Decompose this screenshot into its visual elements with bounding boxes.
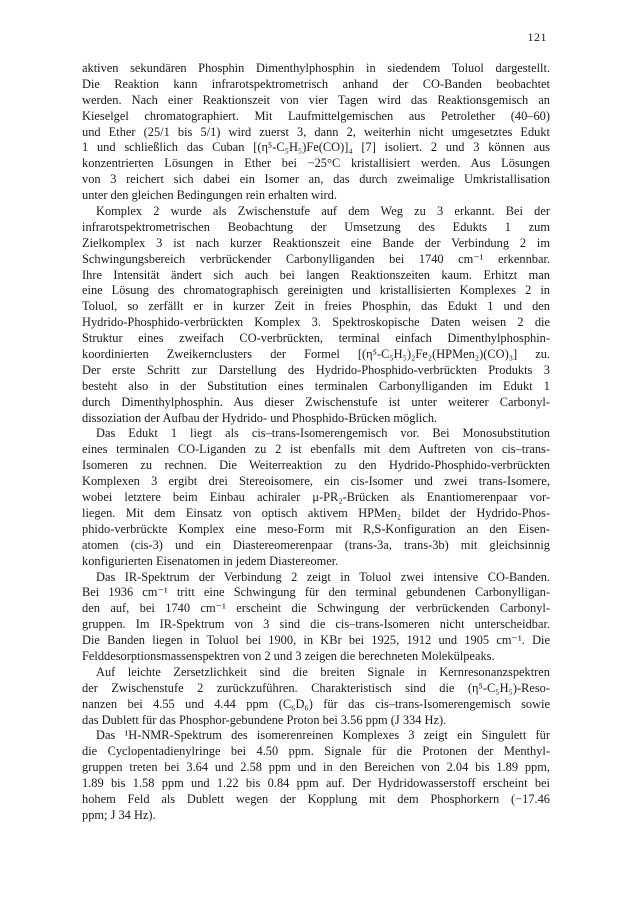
text-line: Ihre Intensität ändert sich auch bei langen Reaktionszeiten kaum. Erhitzt man (82, 267, 550, 282)
text-line: ppm; J 34 Hz). (82, 807, 156, 822)
text-line: liegen. Mit dem Einsatz von optisch aktivem HPMen₂ bildet der Hydrido-Phos- (82, 505, 550, 520)
text-line: Die Banden liegen in Toluol bei 1900, in KBr bei 1925, 1912 und 1905 cm⁻¹. Die (82, 633, 550, 648)
text-line: werden. Nach einer Reaktionszeit von vier Tagen wird das Reaktionsgemisch an (82, 92, 550, 107)
text-line: eine Lösung des chromatographisch gereinigten und kristallisierten Komplexes 2 in (82, 283, 550, 298)
text-line: nanzen bei 4.55 und 4.44 ppm (C₆D₆) für das cis–trans-Isomerengemisch sowie (82, 696, 550, 711)
text-line: der Zwischenstufe 2 zurückzuführen. Charakteristisch sind die (η⁵-C₅H₅)-Reso- (82, 680, 550, 695)
text-line: Hydrido-Phosphido-verbrückten Komplex 3. Spektroskopische Daten weisen 2 die (82, 315, 550, 330)
text-line: den auf, bei 1740 cm⁻¹ erscheint die Schwingung der verbrückenden Carbonyl- (82, 601, 550, 616)
text-line: Die Reaktion kann infrarotspektrometrisch anhand der CO-Banden beobachtet (82, 76, 550, 91)
text-line: Der erste Schritt zur Darstellung des Hydrido-Phosphido-verbrückten Produkts 3 (82, 362, 550, 377)
text-line: Struktur eines zweifach CO-verbrückten, terminal einfach Dimenthylphosphin- (82, 331, 550, 346)
text-line: Zielkomplex 3 ist nach kurzer Reaktionszeit eine Bande der Verbindung 2 im (82, 235, 550, 250)
text-line: wobei letztere beim Einbau achiraler μ-PR₂-Brücken als Enantiomerenpaar vor- (82, 490, 550, 505)
text-line: konfigurierten Eisenatomen in jedem Diastereomer. (82, 553, 339, 568)
text-line: unter den gleichen Bedingungen rein erhalten wird. (82, 188, 337, 203)
text-line: phido-verbrückte Komplex eine meso-Form mit R,S-Konfiguration an den Eisen- (82, 521, 550, 536)
text-line: eines terminalen CO-Liganden zu 2 ist ebenfalls mit dem Auftreten von cis–trans- (82, 442, 550, 457)
text-line: 1 und schließlich das Cuban [(η⁵-C₅H₅)Fe(CO)]₄ [7] isoliert. 2 und 3 können aus (82, 140, 550, 155)
text-line: Das Edukt 1 liegt als cis–trans-Isomerengemisch vor. Bei Monosubstitution (96, 426, 550, 441)
text-line: koordinierten Zweikernclusters der Formel [(η⁵-C₅H₅)₂Fe₂(HPMen₂)(CO)₃] zu. (82, 347, 550, 362)
page-number: 121 (527, 30, 547, 44)
text-line: die Cyclopentadienylringe bei 4.50 ppm. Signale für die Protonen der Menthyl- (82, 744, 550, 759)
text-line: von 3 reichert sich dabei ein Isomer an, das durch zweimalige Umkristallisation (82, 172, 550, 187)
text-line: infrarotspektrometrischen Beobachtung der Umsetzung des Edukts 1 zum (82, 219, 550, 234)
text-line: Bei 1936 cm⁻¹ tritt eine Schwingung für den terminal gebundenen Carbonylligan- (82, 585, 550, 600)
text-line: Schwingungsbereich verbrückender Carbonylliganden bei 1740 cm⁻¹ erkennbar. (82, 251, 550, 266)
text-line: 1.89 bis 1.58 ppm und 1.22 bis 0.84 ppm auf. Der Hydridowasserstoff erscheint bei (82, 776, 550, 791)
body-text (82, 61, 550, 824)
text-line: Komplexen 3 ergibt drei Stereoisomere, ein cis-Isomer und zwei trans-Isomere, (82, 474, 550, 489)
text-line: Auf leichte Zersetzlichkeit sind die breiten Signale in Kernresonanzspektren (96, 664, 550, 679)
text-line: dissoziation der Aufbau der Hydrido- und Phosphido-Brücken möglich. (82, 410, 438, 425)
text-line: Kieselgel chromatographiert. Mit Laufmittelgemischen aus Petrolether (40–60) (82, 108, 550, 123)
text-line: und Ether (25/1 bis 5/1) wird zuerst 3, dann 2, weiterhin nicht umgesetztes Edukt (82, 124, 550, 139)
text-line: hohem Feld als Dublett wegen der Kopplung mit dem Phosphorkern (−17.46 (82, 791, 550, 806)
text-line: Komplex 2 wurde als Zwischenstufe auf dem Weg zu 3 erkannt. Bei der (96, 204, 550, 219)
text-line: Felddesorptionsmassenspektren von 2 und 3 zeigen die berechneten Molekülpeaks. (82, 648, 495, 663)
text-line: konzentrierten Lösungen in Ether bei −25°C kristallisiert werden. Aus Lösungen (82, 156, 550, 171)
text-line: aktiven sekundären Phosphin Dimenthylphosphin in siedendem Toluol dargestellt. (82, 61, 550, 75)
text-line: besteht also in der Substitution eines terminalen Carbonylliganden im Edukt 1 (82, 378, 550, 393)
text-line: Isomeren zu rechnen. Die Weiterreaktion zu den Hydrido-Phosphido-verbrückten (82, 458, 550, 473)
text-line: durch Dimenthylphosphin. Aus dieser Zwischenstufe ist unter weiterer Carbonyl- (82, 394, 550, 409)
text-line: Toluol, so zerfällt er in kurzer Zeit in freies Phosphin, das Edukt 1 und den (82, 299, 550, 314)
text-line: Das ¹H-NMR-Spektrum des isomerenreinen Komplexes 3 zeigt ein Singulett für (96, 728, 550, 743)
text-line: gruppen. Im IR-Spektrum von 3 sind die cis–trans-Isomeren nicht unterscheidbar. (82, 617, 550, 632)
text-line: Das IR-Spektrum der Verbindung 2 zeigt in Toluol zwei intensive CO-Banden. (96, 569, 550, 584)
text-line: das Dublett für das Phosphor-gebundene Proton bei 3.56 ppm (J 334 Hz). (82, 712, 447, 727)
text-line: atomen (cis-3) und ein Diastereomerenpaar (trans-3a, trans-3b) mit gleichsinnig (82, 537, 550, 552)
text-line: gruppen treten bei 3.64 und 2.58 ppm und in den Bereichen von 2.04 bis 1.89 ppm, (82, 760, 550, 775)
